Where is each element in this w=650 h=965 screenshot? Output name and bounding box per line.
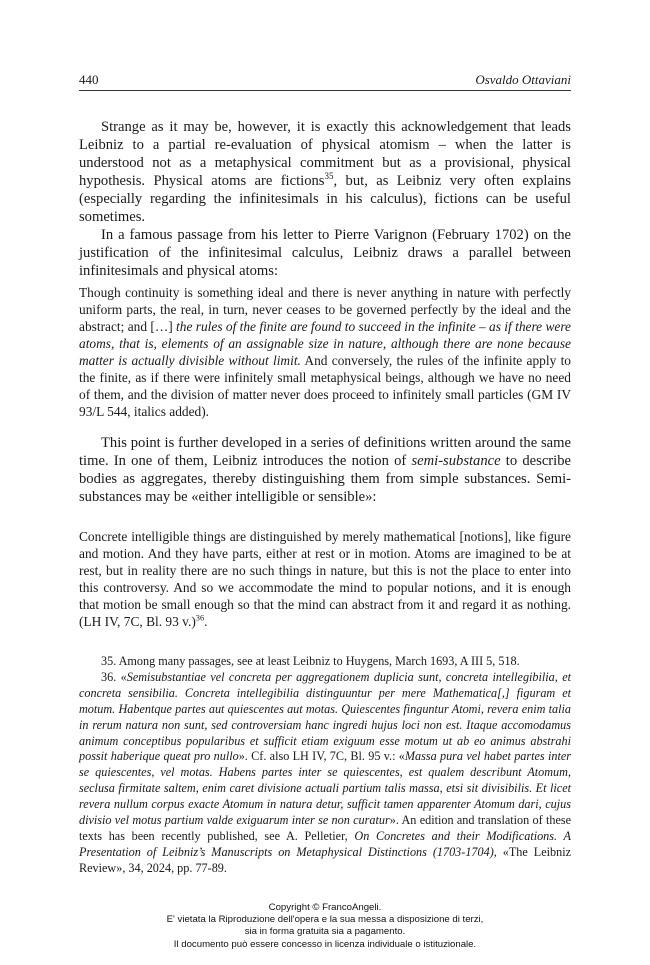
paragraph-3 — [79, 434, 571, 506]
footer-line-1: Copyright © FrancoAngeli. — [268, 902, 382, 913]
footnote-36-latin-1: Semisubstantiae vel concreta per aggregationem duplicia sunt, concreta intellegibilia, et concreta sensibilia. Concreta intellegibilia distinguuntur per mere Mathematica[,] figuram et motum. Habentque partes aut quiescentes aut motas. Quiescentes finguntur Atomi, revera enim talia in rerum natura non sunt, sed controversiam hanc ingredi hujus loci non est. Itaque accomodamus animum conceptibus popularibus et sufficit etiam exiguum esse motum ut ab eo animus abstrahi possit haberique queat pro nullo — [79, 669, 571, 764]
footnote-36-text-3: , «The Leibniz Review», 34, 2024, pp. 77-89. — [79, 844, 571, 875]
quote-2-text: Concrete intelligible things are distinguished by merely mathematical [notions], like figure and motion. And they have parts, either at rest or in motion. Atoms are imagined to be at rest, but in reality there are no such things in nature, but this is not the place to enter into this controversy. And so we accommodate the mind to popular notions, and it is enough that motion be small enough so that the mind can abstract from it and regard it as nothing. (LH IV, 7C, Bl. 93 v.) — [79, 529, 571, 629]
footnote-36 — [79, 670, 571, 877]
footnote-ref-36: 36 — [195, 613, 205, 623]
footer-line-2: E' vietata la Riproduzione dell'opera e la sua messa a disposizione di terzi, — [166, 914, 484, 926]
running-title: Osvaldo Ottaviani — [475, 72, 571, 87]
paragraph-3-text: This point is further developed in a series of definitions written around the same time. In one of them, Leibniz introduces the notion of — [79, 435, 571, 469]
footnote-35: 35. Among many passages, see at least Leibniz to Huygens, March 1693, A III 5, 518. — [101, 654, 520, 668]
paragraph-1-text: Strange as it may be, however, it is exactly this acknowledgement that leads Leibniz to a partial re-evaluation of physical atomism – when the latter is understood not as a metaphysical commitment but as a provisional, physical hypothesis. Physical atoms are fictions — [79, 119, 571, 189]
footnote-36-text-1: ». Cf. also LH IV, 7C, Bl. 95 v.: « — [238, 749, 405, 764]
paragraph-3-block — [79, 434, 571, 506]
paragraph-2: In a famous passage from his letter to Pierre Varignon (February 1702) on the justification of the infinitesimal calculus, Leibniz draws a parallel between infinitesimals and physical atoms: — [79, 227, 571, 279]
main-text — [79, 118, 571, 280]
page-header — [79, 72, 571, 88]
page-number: 440 — [79, 72, 99, 87]
header-rule — [79, 90, 571, 91]
footer-line-3: sia in forma gratuita sia a pagamento. — [244, 926, 406, 938]
footnote-36-number: 36. « — [101, 669, 127, 684]
block-quote-1 — [79, 284, 571, 420]
block-quote-2 — [79, 528, 571, 630]
copyright-footer — [0, 902, 650, 951]
footnote-36-article-title: On Concretes and their Modifications. A Presentation of Leibniz’s Manuscripts on Metaphysical Distinctions (1703-1704) — [79, 828, 571, 859]
quote-1-italic: the rules of the finite are found to succeed in the infinite – as if there were atoms, that is, elements of an assignable size in nature, although there are none because matter is actually divisible without limit. — [79, 319, 571, 368]
footer-line-4: Il documento può essere concesso in licenza individuale o istituzionale. — [173, 938, 477, 950]
quote-2-end: . — [204, 614, 208, 629]
semi-substance-term: semi-substance — [411, 453, 501, 469]
footnotes — [79, 654, 571, 877]
block-quote-2-text — [79, 528, 571, 630]
paragraph-1-text-cont: , but, as Leibniz very often explains (especially regarding the infinitesimals in his calculus), fictions can be useful sometimes. — [79, 173, 571, 225]
quote-1-part-c: And conversely, the rules of the infinite apply to the finite, as if there were infinitely small metaphysical beings, although we have no need of them, and the division of matter never does proceed to infinitely small particles (GM IV 93/L 544, italics added). — [79, 353, 571, 419]
quote-1-part-a: Though continuity is something ideal and there is never anything in nature with perfectly uniform parts, the real, in turn, never ceases to be governed perfectly by the ideal and the abstract; and […] — [79, 285, 571, 334]
footnote-36-latin-2: Massa pura vel habet partes inter se quiescentes, vel motas. Habens partes inter se quiescentes, est qualem describunt Atomum, seclusa firmitate saltem, enim caret divisione actuali partium talis massa, etsi sit divisibilis. Et licet revera nullum corpus exacte Atomum in natura detur, sufficit tamen apparenter Atomum dari, cujus divisio vel motus partium valde exiguarum inter se non curatur — [79, 749, 571, 828]
paragraph-3-text-cont: to describe bodies as aggregates, thereby distinguishing them from simple substances. Semi-substances may be «either intelligible or sensible»: — [79, 453, 571, 505]
footnote-36-text-2: ». An edition and translation of these texts has been recently published, see A. Pelletier, — [79, 813, 572, 843]
block-quote-1-text — [79, 284, 571, 420]
paragraph-1 — [79, 118, 571, 226]
footnote-ref-35: 35 — [324, 171, 334, 182]
